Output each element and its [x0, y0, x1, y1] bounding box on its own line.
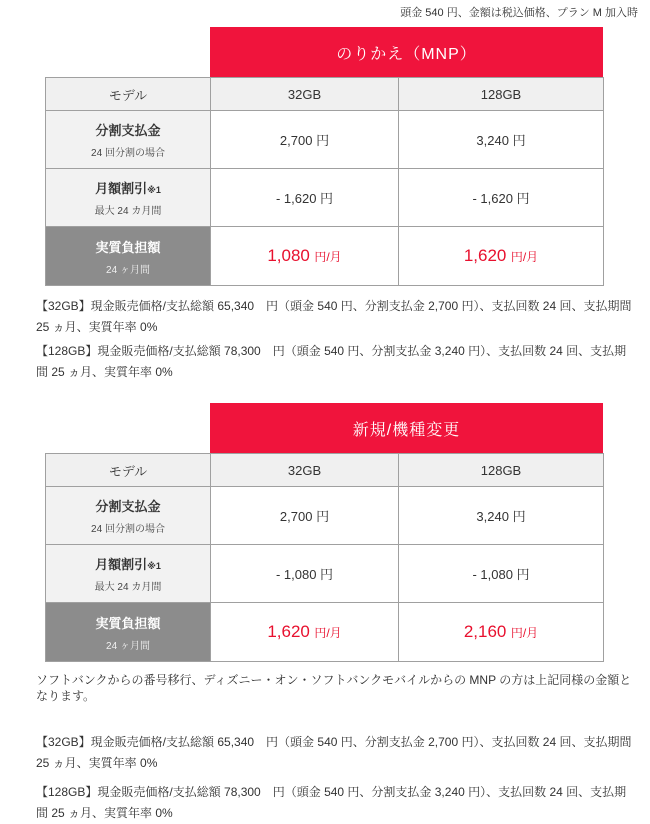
row-label-text: 分割支払金: [95, 499, 161, 514]
mnp-title-band: [210, 27, 603, 77]
mnp-table-title: のりかえ（MNP）: [336, 45, 477, 63]
mnp-model-header-cell: モデル: [46, 78, 211, 111]
row-sublabel: 24 回分割の場合: [91, 148, 165, 159]
mnp-discount-row: [46, 169, 604, 227]
mnp-installment-label-cell: [46, 111, 211, 169]
mnp-discount-label-cell: [46, 169, 211, 227]
mnp-discount-32gb-value: - 1,620 円: [211, 169, 399, 227]
new-change-discount-label-cell: [46, 545, 211, 603]
row-sublabel: 24 ヶ月間: [106, 264, 150, 276]
mnp-128gb-header-cell: 128GB: [399, 78, 604, 111]
mnp-installment-32gb-value: 2,700 円: [211, 111, 399, 169]
new-change-discount-row: [46, 545, 604, 603]
new-change-128gb-header-cell: 128GB: [399, 454, 604, 487]
row-sublabel: 最大 24 カ月間: [94, 206, 162, 217]
mnp-discount-128gb-value: - 1,620 円: [399, 169, 604, 227]
new-change-title-band: [210, 403, 603, 453]
mnp-price-note-128gb: 【128GB】現金販売価格/支払総額 78,300 円（頭金 540 円、分割支払金 3,240 円）、支払回数 24 回、支払期間 25 ヵ月、実質年率 0%: [36, 344, 627, 379]
price-unit: 円/月: [510, 626, 539, 640]
mnp-installment-128gb-value: 3,240 円: [399, 111, 604, 169]
mnp-net-cost-label-cell: [46, 227, 211, 286]
row-sublabel: 最大 24 カ月間: [94, 582, 162, 593]
new-change-32gb-header-cell: 32GB: [211, 454, 399, 487]
mnp-section: [36, 27, 632, 383]
new-change-installment-row: [46, 487, 604, 545]
new-change-installment-128gb-value: 3,240 円: [399, 487, 604, 545]
price-unit: 円/月: [314, 626, 342, 640]
new-change-net-cost-32gb-value: [211, 603, 399, 662]
row-label-text: 分割支払金: [95, 123, 161, 138]
mnp-header-row: [46, 78, 604, 111]
price-number: 1,080: [267, 246, 310, 265]
mnp-same-price-note: ソフトバンクからの番号移行、ディズニー・オン・ソフトバンクモバイルからの MNP の方は上記同様の金額となります。: [36, 673, 632, 703]
mnp-footnotes: [36, 296, 636, 383]
mnp-net-cost-32gb-value: [211, 227, 399, 286]
new-change-net-cost-row: [46, 603, 604, 662]
new-change-discount-32gb-value: - 1,080 円: [211, 545, 399, 603]
row-label-text: 月額割引: [95, 557, 148, 572]
mnp-32gb-header-cell: 32GB: [211, 78, 399, 111]
new-change-price-note-32gb: 【32GB】現金販売価格/支払総額 65,340 円（頭金 540 円、分割支払金 2,700 円）、支払回数 24 回、支払期間 25 ヵ月、実質年率 0%: [36, 735, 632, 770]
new-change-price-note-128gb: 【128GB】現金販売価格/支払総額 78,300 円（頭金 540 円、分割支払金 3,240 円）、支払回数 24 回、支払期間 25 ヵ月、実質年率 0%: [36, 785, 627, 820]
new-change-installment-32gb-value: 2,700 円: [211, 487, 399, 545]
row-label: [46, 554, 210, 573]
new-change-section: [36, 403, 632, 824]
row-label-note: ※1: [147, 185, 161, 195]
new-change-discount-128gb-value: - 1,080 円: [399, 545, 604, 603]
mnp-net-cost-row: [46, 227, 604, 286]
price-number: 2,160: [463, 622, 507, 641]
new-change-installment-label-cell: [46, 487, 211, 545]
price-unit: 円/月: [510, 250, 539, 264]
new-change-net-cost-128gb-value: [399, 603, 604, 662]
mnp-installment-row: [46, 111, 604, 169]
row-sublabel: 24 回分割の場合: [91, 524, 165, 535]
row-label-text: 月額割引: [95, 181, 148, 196]
new-change-net-cost-label-cell: [46, 603, 211, 662]
mnp-price-note-32gb: 【32GB】現金販売価格/支払総額 65,340 円（頭金 540 円、分割支払金 2,700 円）、支払回数 24 回、支払期間 25 ヵ月、実質年率 0%: [36, 299, 632, 334]
row-label: [46, 178, 210, 197]
new-change-header-row: [46, 454, 604, 487]
new-change-price-table: [45, 453, 604, 662]
price-number: 1,620: [267, 622, 310, 641]
new-change-footnotes: [36, 732, 636, 824]
new-change-table-title: 新規/機種変更: [352, 421, 461, 439]
mnp-price-table: [45, 77, 604, 286]
row-label: 実質負担額: [95, 239, 161, 255]
price-number: 1,620: [463, 246, 507, 265]
top-note: 頭金 540 円、金額は税込価格、プラン M 加入時: [400, 7, 638, 19]
mnp-net-cost-128gb-value: [399, 227, 604, 286]
row-label-note: ※1: [147, 561, 161, 571]
price-unit: 円/月: [314, 250, 342, 264]
row-label: [46, 496, 210, 515]
new-change-model-header-cell: モデル: [46, 454, 211, 487]
row-sublabel: 24 ヶ月間: [106, 640, 150, 652]
row-label: [46, 120, 210, 139]
row-label: 実質負担額: [95, 615, 161, 631]
